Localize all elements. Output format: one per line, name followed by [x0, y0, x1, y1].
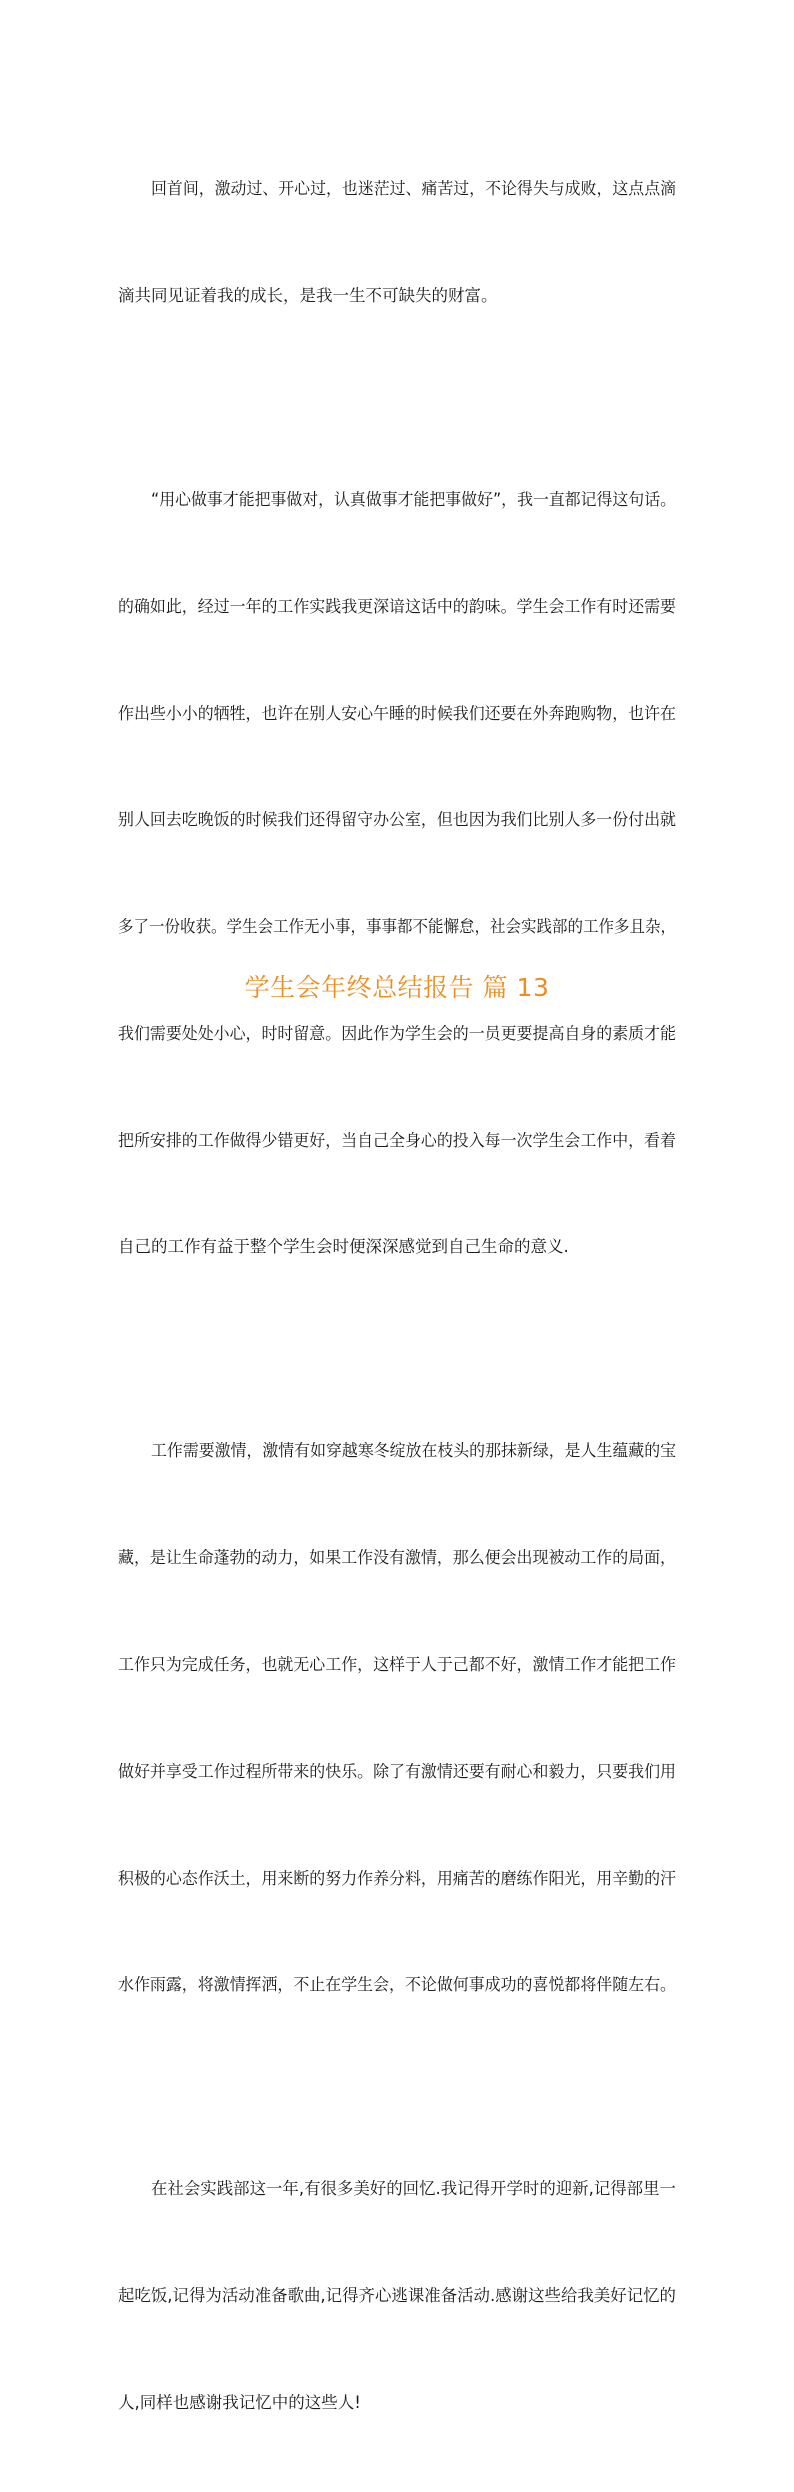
- paragraph-line: 滴共同见证着我的成长，是我一生不可缺失的财富。: [118, 285, 498, 305]
- paragraph-line: 积极的心态作沃土，用来断的努力作养分料，用痛苦的磨练作阳光，用辛勤的汗: [118, 1868, 676, 1888]
- document-body: [118, 100, 676, 2492]
- paragraph-line: 的确如此，经过一年的工作实践我更深谙这话中的韵味。学生会工作有时还需要: [118, 596, 676, 616]
- paragraph-line: 别人回去吃晚饭的时候我们还得留守办公室，但也因为我们比别人多一份付出就: [118, 810, 676, 830]
- paragraph-reflection: [118, 100, 676, 385]
- paragraph-line: 多了一份收获。学生会工作无小事，事事都不能懈怠，社会实践部的工作多且杂，: [118, 917, 677, 937]
- paragraph-line: 起吃饭,记得为活动准备歌曲,记得齐心逃课准备活动.感谢这些给我美好记忆的: [118, 2286, 677, 2306]
- paragraph-line: 我们需要处处小心，时时留意。因此作为学生会的一员更要提高自身的素质才能: [118, 1023, 676, 1043]
- paragraph-line: 做好并享受工作过程所带来的快乐。除了有激情还要有耐心和毅力，只要我们用: [118, 1761, 676, 1781]
- paragraph-passion: [118, 1362, 676, 2074]
- paragraph-dedication: [118, 411, 676, 1336]
- paragraph-line: 把所安排的工作做得少错更好，当自己全身心的投入每一次学生会工作中，看着: [118, 1130, 676, 1150]
- paragraph-line: 水作雨露，将激情挥洒，不止在学生会，不论做何事成功的喜悦都将伴随左右。: [118, 1975, 676, 1995]
- paragraph-line: 工作需要激情，激情有如穿越寒冬绽放在枝头的那抹新绿，是人生蕴藏的宝: [151, 1441, 677, 1461]
- paragraph-line: 作出些小小的牺牲，也许在别人安心午睡的时候我们还要在外奔跑购物，也许在: [118, 703, 676, 723]
- section-heading: 学生会年终总结报告 篇 13: [244, 973, 550, 1002]
- paragraph-line: “用心做事才能把事做对，认真做事才能把事做好”，我一直都记得这句话。: [151, 489, 676, 509]
- paragraph-line: 工作只为完成任务，也就无心工作，这样于人于己都不好，激情工作才能把工作: [118, 1654, 676, 1674]
- paragraph-memories: [118, 2100, 676, 2492]
- paragraph-line: 在社会实践部这一年,有很多美好的回忆.我记得开学时的迎新,记得部里一: [151, 2179, 676, 2199]
- paragraph-line: 藏，是让生命蓬勃的动力，如果工作没有激情，那么便会出现被动工作的局面，: [118, 1548, 676, 1568]
- paragraph-line: 回首间，激动过、开心过，也迷茫过、痛苦过，不论得失与成败，这点点滴: [151, 179, 677, 199]
- paragraph-line: 人,同样也感谢我记忆中的这些人!: [118, 2392, 361, 2412]
- paragraph-line: 自己的工作有益于整个学生会时便深深感觉到自己生命的意义.: [118, 1237, 569, 1257]
